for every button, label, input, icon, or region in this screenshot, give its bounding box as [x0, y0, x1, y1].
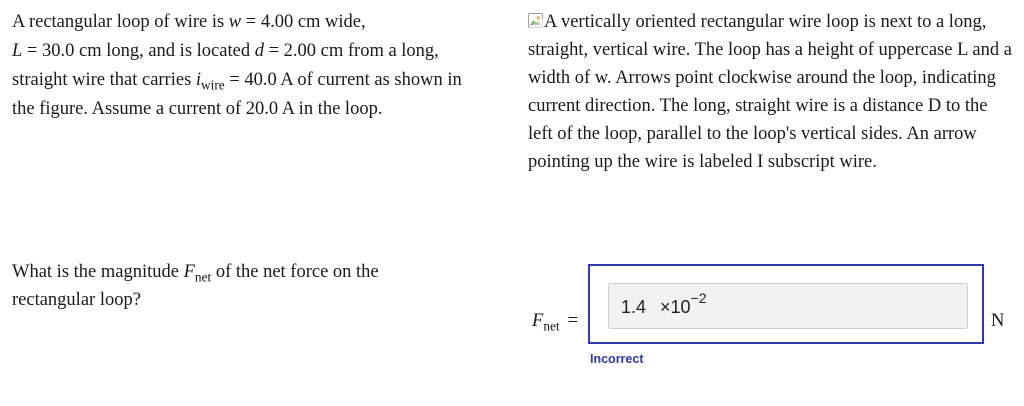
- question-text: [12, 258, 432, 314]
- problem-text: straight wire that carries: [12, 70, 192, 90]
- distance-variable: d: [254, 41, 264, 61]
- figure-placeholder: [528, 8, 1014, 176]
- answer-times-ten: ×10: [660, 297, 691, 317]
- answer-label-variable: F: [532, 311, 544, 331]
- answer-container: [588, 264, 984, 344]
- width-value: 4.00 cm wide,: [260, 12, 366, 32]
- broken-image-icon: [528, 13, 543, 28]
- distance-value: 2.00 cm from a long,: [283, 41, 439, 61]
- question-suffix: of the net force on the rectangular loop?: [12, 262, 379, 310]
- length-variable: L: [12, 41, 23, 61]
- length-value: 30.0 cm long, and is located: [41, 41, 251, 61]
- equals-sign: =: [26, 41, 38, 61]
- equals-sign: =: [245, 12, 257, 32]
- answer-value: [621, 290, 707, 318]
- equals-sign: =: [268, 41, 280, 61]
- force-variable: F: [183, 262, 195, 282]
- answer-status: Incorrect: [590, 352, 644, 366]
- answer-label-equals: =: [567, 311, 579, 331]
- current-variable: i: [195, 70, 202, 90]
- problem-statement: [12, 8, 512, 124]
- answer-exponent: −2: [690, 290, 707, 307]
- figure-alt-text: A vertically oriented rectangular wire loop is next to a long, straight, vertical wire. The loop has a height of uppercase L and a width of w. Arrows point clockwise around the loop, indicating current direction. The long, straight wire is a distance D to the left of the loop, parallel to the loop's vertical sides. An arrow pointing up the wire is labeled I subscript wire.: [528, 12, 1012, 172]
- force-subscript: net: [194, 269, 212, 285]
- answer-label-subscript: net: [543, 318, 560, 334]
- problem-text: the figure. Assume a current of 20.0 A in the loop.: [12, 99, 383, 119]
- answer-label: [532, 309, 578, 333]
- equals-sign: =: [229, 70, 240, 90]
- answer-unit: N: [991, 311, 1005, 331]
- answer-mantissa: 1.4: [621, 297, 647, 317]
- answer-input[interactable]: [608, 283, 968, 329]
- problem-text: A rectangular loop of wire is: [12, 12, 225, 32]
- width-variable: w: [228, 12, 242, 32]
- current-value: 40.0 A of current as shown in: [244, 70, 462, 90]
- question-prefix: What is the magnitude: [12, 262, 179, 282]
- current-subscript: wire: [201, 77, 225, 93]
